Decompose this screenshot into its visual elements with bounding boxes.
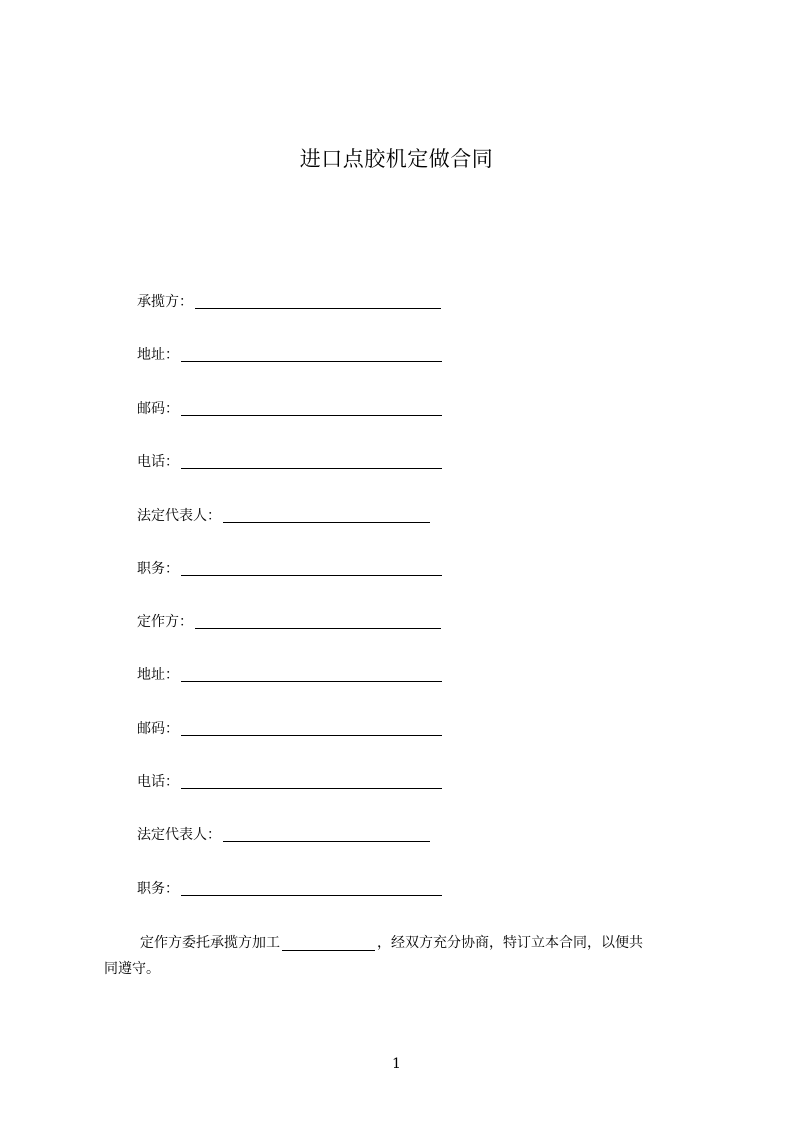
contractor-name-field [137, 289, 441, 311]
client-postcode-blank[interactable] [181, 721, 442, 736]
client-legal-rep-field [137, 822, 430, 844]
client-legal-rep-label: 法定代表人： [137, 827, 221, 843]
contractor-legal-rep-field [137, 503, 430, 525]
contractor-postcode-field [137, 396, 442, 418]
client-address-label: 地址： [137, 667, 179, 683]
client-position-label: 职务： [137, 881, 179, 897]
processing-item-blank[interactable] [282, 935, 375, 951]
contractor-address-field [137, 342, 442, 364]
client-position-blank[interactable] [181, 881, 442, 896]
intro-paragraph-line-2: 同遵守。 [104, 961, 160, 977]
client-phone-field [137, 769, 442, 791]
contractor-legal-rep-label: 法定代表人： [137, 508, 221, 524]
contractor-phone-label: 电话： [137, 454, 179, 470]
client-name-field [137, 609, 441, 631]
intro-text-after-blank: ，经双方充分协商，特订立本合同，以便共 [377, 935, 643, 951]
contractor-phone-field [137, 449, 442, 471]
contractor-name-blank[interactable] [195, 294, 441, 309]
client-address-blank[interactable] [181, 667, 442, 682]
contractor-phone-blank[interactable] [181, 454, 442, 469]
contractor-legal-rep-blank[interactable] [223, 508, 430, 523]
client-legal-rep-blank[interactable] [223, 827, 430, 842]
contractor-address-blank[interactable] [181, 347, 442, 362]
page-number: 1 [392, 1056, 401, 1072]
contractor-postcode-label: 邮码： [137, 401, 179, 417]
intro-paragraph-line-1 [104, 930, 704, 956]
contractor-position-blank[interactable] [181, 561, 442, 576]
contractor-address-label: 地址： [137, 347, 179, 363]
intro-text-before-blank: 定作方委托承揽方加工 [140, 935, 280, 951]
client-name-blank[interactable] [195, 614, 441, 629]
contractor-name-label: 承揽方： [137, 294, 193, 310]
client-phone-blank[interactable] [181, 774, 442, 789]
document-title: 进口点胶机定做合同 [299, 147, 494, 171]
intro-paragraph [104, 930, 704, 982]
client-position-field [137, 876, 442, 898]
client-name-label: 定作方： [137, 614, 193, 630]
contractor-position-field [137, 556, 442, 578]
contractor-postcode-blank[interactable] [181, 401, 442, 416]
client-postcode-label: 邮码： [137, 721, 179, 737]
client-postcode-field [137, 716, 442, 738]
contractor-position-label: 职务： [137, 561, 179, 577]
client-address-field [137, 662, 442, 684]
client-phone-label: 电话： [137, 774, 179, 790]
